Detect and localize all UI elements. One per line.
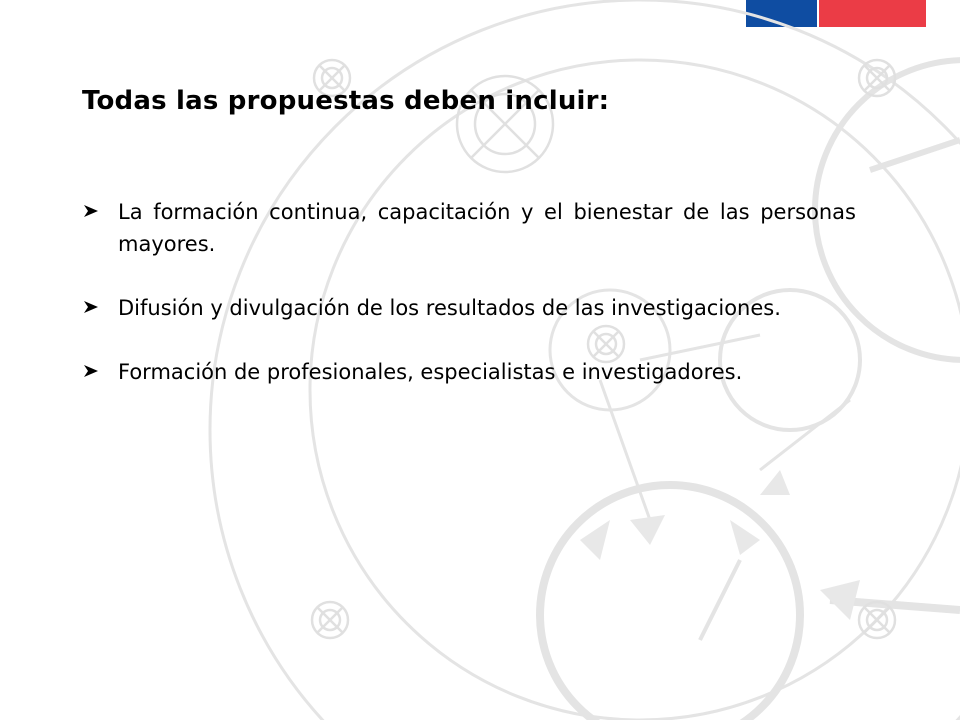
bullet-list (82, 196, 856, 420)
arrow-bullet-icon (82, 202, 100, 220)
arrow-bullet-icon (82, 362, 100, 380)
bullet-text: Formación de profesionales, especialistas e investigadores. (118, 360, 743, 384)
bullet-item (82, 356, 856, 388)
slide-title: Todas las propuestas deben incluir: (82, 86, 610, 116)
bullet-text: La formación continua, capacitación y el bienestar de las personas mayores. (118, 200, 856, 256)
bullet-item (82, 196, 856, 260)
arrow-bullet-icon (82, 298, 100, 316)
bullet-item (82, 292, 856, 324)
bullet-text: Difusión y divulgación de los resultados de las investigaciones. (118, 296, 781, 320)
